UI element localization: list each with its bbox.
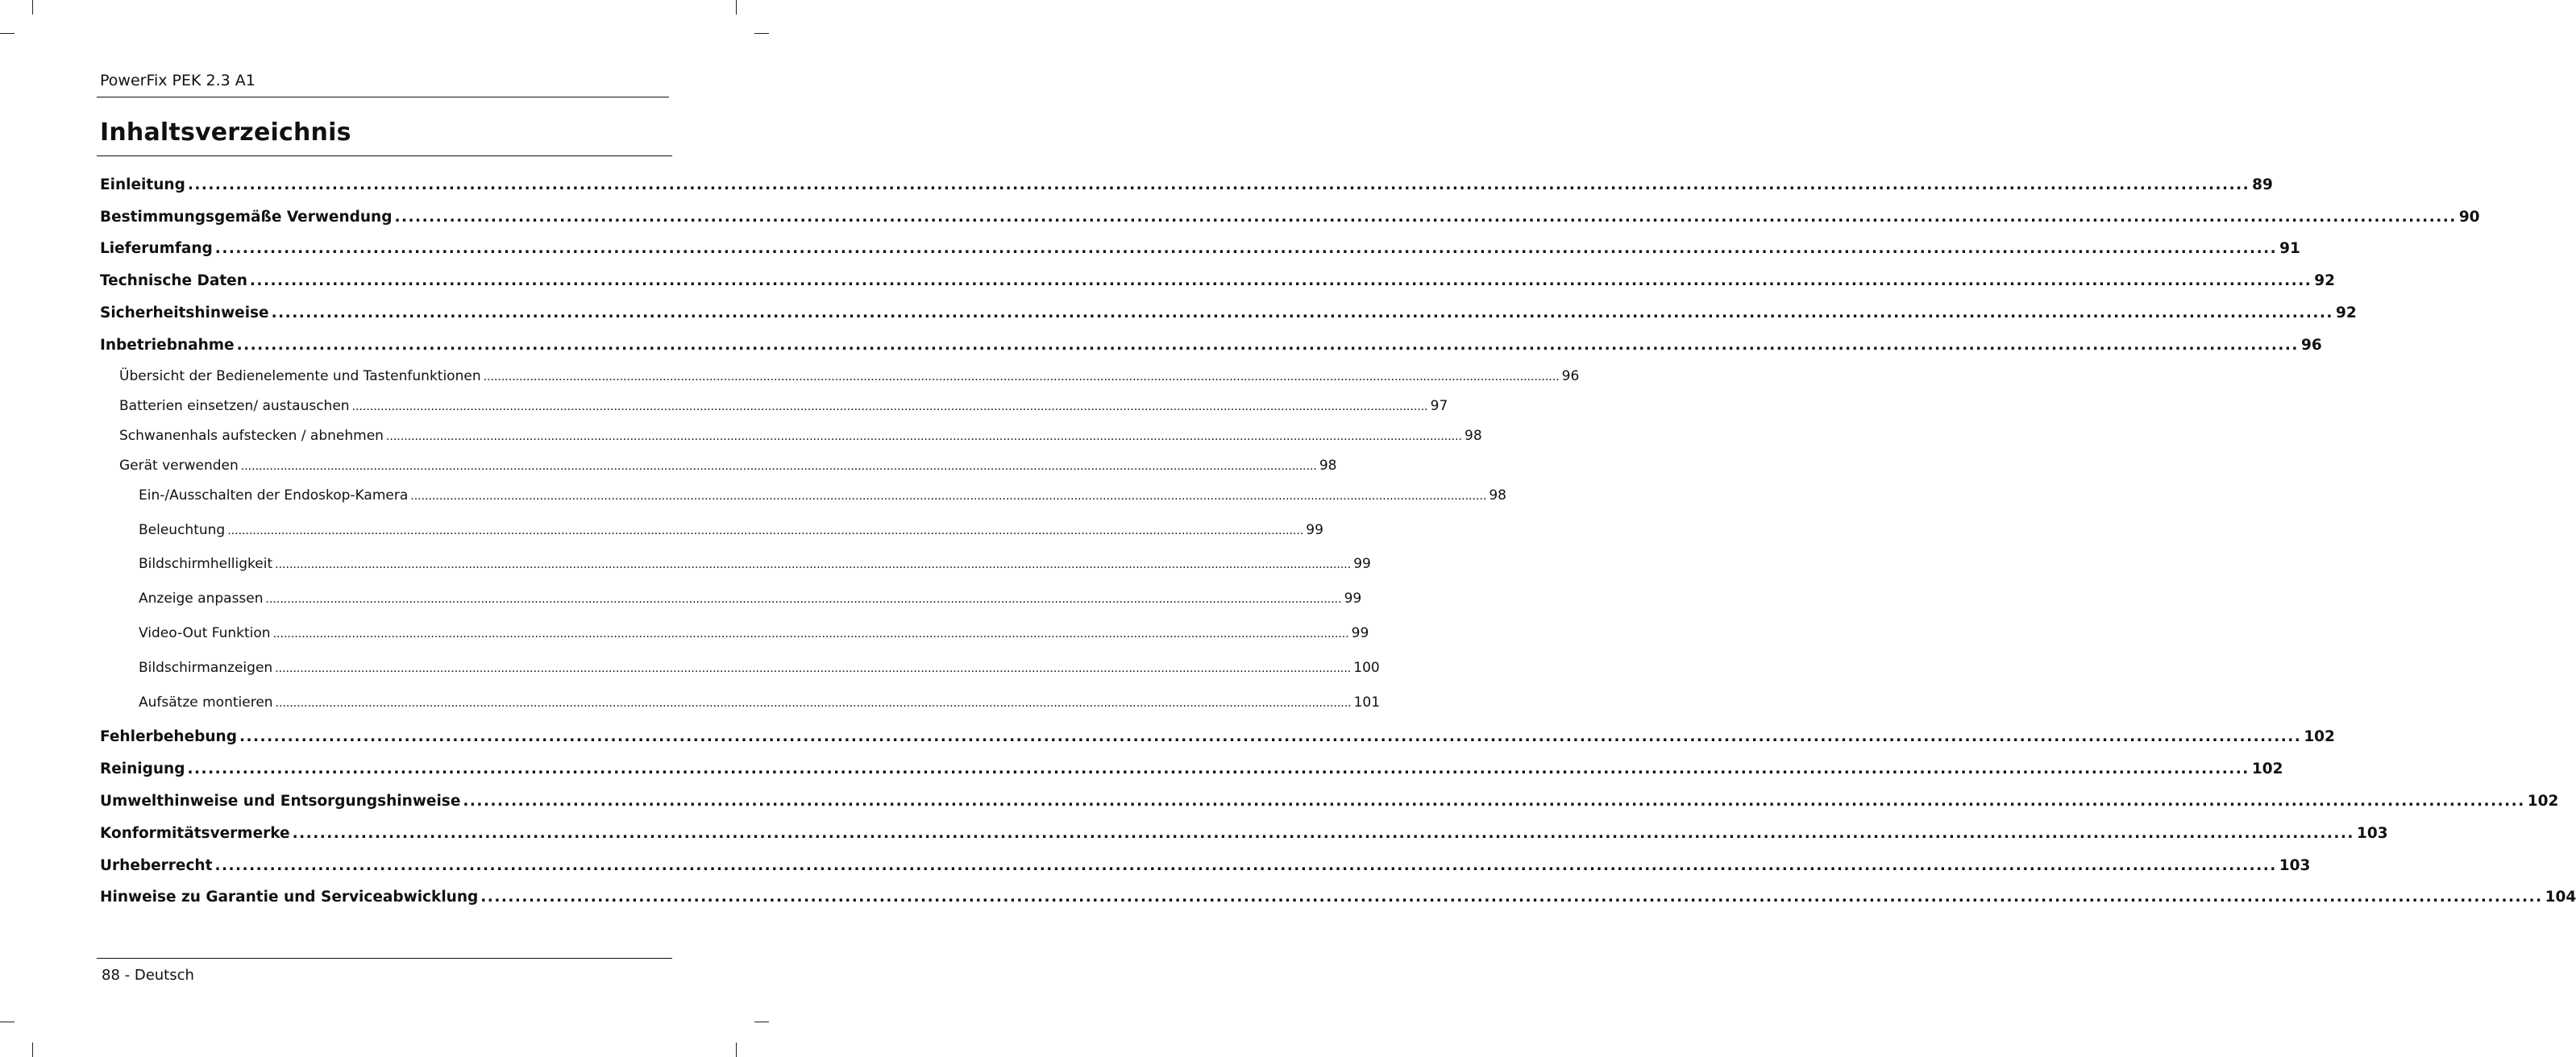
toc-subsubentry[interactable] bbox=[139, 553, 1371, 575]
toc-entry-label: Technische Daten bbox=[100, 272, 247, 289]
toc-entry-label: Aufsätze montieren bbox=[139, 694, 273, 711]
toc-subsubentry[interactable] bbox=[139, 587, 1362, 610]
toc-entry-label: Inbetriebnahme bbox=[100, 337, 235, 354]
toc-entry-page: 102 bbox=[2251, 761, 2283, 777]
toc-entry-label: Bildschirmhelligkeit bbox=[139, 556, 273, 572]
toc-entry-label: Konformitätsvermerke bbox=[100, 825, 290, 842]
toc-entry[interactable] bbox=[100, 334, 2322, 358]
toc-entry-page: 96 bbox=[1561, 368, 1580, 384]
toc-entry-label: Beleuchtung bbox=[139, 522, 226, 538]
toc-entry-page: 92 bbox=[2314, 272, 2336, 289]
toc-entry[interactable] bbox=[100, 237, 2300, 261]
toc-entry[interactable] bbox=[100, 173, 2273, 197]
crop-mark bbox=[754, 33, 769, 34]
toc-entry-page: 98 bbox=[1319, 458, 1337, 474]
toc-entry-page: 89 bbox=[2252, 176, 2273, 193]
toc-leader: ............................................................................................................................................................................................................................................................................................................ bbox=[214, 857, 2277, 874]
toc-entry[interactable] bbox=[100, 269, 2336, 293]
toc-leader: ............................................................................................................................................................................................................................................................................................................ bbox=[236, 337, 2299, 354]
toc-subsubentry[interactable] bbox=[139, 657, 1380, 679]
toc-leader: ............................................................................................................................................................................................................................................................................................................ bbox=[227, 524, 1304, 537]
crop-mark bbox=[0, 33, 15, 34]
toc-entry-label: Lieferumfang bbox=[100, 240, 213, 257]
toc-leader: ............................................................................................................................................................................................................................................................................................................ bbox=[351, 400, 1428, 413]
toc-entry[interactable] bbox=[100, 885, 2576, 910]
toc-entry[interactable] bbox=[100, 854, 2311, 878]
toc-entry-page: 102 bbox=[2527, 793, 2559, 810]
toc-subentry[interactable] bbox=[119, 395, 1448, 417]
toc-leader: ............................................................................................................................................................................................................................................................................................................ bbox=[214, 240, 2278, 257]
toc-entry-label: Bestimmungsgemäße Verwendung bbox=[100, 209, 393, 226]
toc-leader: ............................................................................................................................................................................................................................................................................................................ bbox=[271, 305, 2333, 321]
toc-leader: ............................................................................................................................................................................................................................................................................................................ bbox=[463, 793, 2525, 810]
toc-entry-label: Batterien einsetzen/ austauschen bbox=[119, 398, 350, 414]
toc-leader: ............................................................................................................................................................................................................................................................................................................ bbox=[187, 176, 2250, 193]
toc-entry[interactable] bbox=[100, 205, 2480, 230]
crop-mark bbox=[32, 0, 33, 15]
toc-subsubentry[interactable] bbox=[139, 691, 1381, 714]
toc-entry-label: Anzeige anpassen bbox=[139, 591, 264, 607]
toc-entry-page: 98 bbox=[1465, 428, 1482, 444]
toc-leader: ............................................................................................................................................................................................................................................................................................................ bbox=[410, 490, 1487, 503]
toc-entry-page: 100 bbox=[1353, 660, 1380, 676]
toc-leader: ............................................................................................................................................................................................................................................................................................................ bbox=[394, 209, 2457, 226]
toc-entry[interactable] bbox=[100, 822, 2388, 846]
toc-entry-label: Übersicht der Bedienelemente und Tastenfunktionen bbox=[119, 368, 481, 384]
toc-subsubentry[interactable] bbox=[139, 484, 1506, 507]
toc-leader: ............................................................................................................................................................................................................................................................................................................ bbox=[272, 628, 1349, 640]
toc-entry[interactable] bbox=[100, 757, 2283, 781]
toc-entry-label: Umwelthinweise und Entsorgungshinweise bbox=[100, 793, 461, 810]
toc-entry-page: 102 bbox=[2304, 728, 2335, 745]
toc-entry-page: 103 bbox=[2279, 857, 2311, 874]
toc-leader: ............................................................................................................................................................................................................................................................................................................ bbox=[187, 761, 2250, 777]
toc-leader: ............................................................................................................................................................................................................................................................................................................ bbox=[480, 889, 2543, 906]
toc-subentry[interactable] bbox=[119, 425, 1482, 447]
toc-entry-label: Bildschirmanzeigen bbox=[139, 660, 273, 676]
toc-leader: ............................................................................................................................................................................................................................................................................................................ bbox=[249, 272, 2312, 289]
toc-entry-label: Reinigung bbox=[100, 761, 185, 777]
toc-entry-label: Schwanenhals aufstecken / abnehmen bbox=[119, 428, 384, 444]
toc-entry-page: 99 bbox=[1353, 556, 1371, 572]
toc-entry-page: 101 bbox=[1353, 694, 1381, 711]
toc-entry-label: Urheberrecht bbox=[100, 857, 213, 874]
title-rule bbox=[97, 155, 672, 156]
toc-entry-label: Video-Out Funktion bbox=[139, 625, 271, 641]
toc-subentry[interactable] bbox=[119, 454, 1337, 477]
toc-entry-page: 99 bbox=[1306, 522, 1323, 538]
toc-entry-page: 104 bbox=[2545, 889, 2576, 906]
toc-leader: ............................................................................................................................................................................................................................................................................................................ bbox=[240, 460, 1317, 473]
page-title: Inhaltsverzeichnis bbox=[100, 118, 351, 147]
toc-entry-label: Ein-/Ausschalten der Endoskop-Kamera bbox=[139, 487, 409, 504]
toc-entry-page: 99 bbox=[1344, 591, 1362, 607]
toc-leader: ............................................................................................................................................................................................................................................................................................................ bbox=[265, 593, 1342, 606]
toc-leader: ............................................................................................................................................................................................................................................................................................................ bbox=[483, 371, 1560, 383]
toc-entry-page: 90 bbox=[2458, 209, 2480, 226]
toc-leader: ............................................................................................................................................................................................................................................................................................................ bbox=[385, 430, 1463, 443]
footer-rule bbox=[97, 958, 672, 959]
toc-entry-label: Einleitung bbox=[100, 176, 185, 193]
toc-subentry[interactable] bbox=[119, 365, 1580, 388]
toc-entry-label: Hinweise zu Garantie und Serviceabwicklung bbox=[100, 889, 479, 906]
toc-leader: ............................................................................................................................................................................................................................................................................................................ bbox=[239, 728, 2302, 745]
crop-mark bbox=[32, 1042, 33, 1057]
page-number: 88 - Deutsch bbox=[102, 967, 194, 984]
toc-subsubentry[interactable] bbox=[139, 622, 1369, 645]
toc-entry-page: 92 bbox=[2335, 305, 2357, 321]
toc-entry[interactable] bbox=[100, 790, 2559, 814]
toc-entry-label: Fehlerbehebung bbox=[100, 728, 237, 745]
toc-entry-page: 98 bbox=[1489, 487, 1506, 504]
toc-entry[interactable] bbox=[100, 301, 2357, 325]
toc-entry-page: 103 bbox=[2356, 825, 2388, 842]
toc-leader: ............................................................................................................................................................................................................................................................................................................ bbox=[275, 662, 1352, 675]
toc-leader: ............................................................................................................................................................................................................................................................................................................ bbox=[275, 558, 1352, 571]
toc-subsubentry[interactable] bbox=[139, 519, 1323, 541]
toc-entry-page: 91 bbox=[2279, 240, 2300, 257]
crop-mark bbox=[736, 1042, 737, 1057]
toc-leader: ............................................................................................................................................................................................................................................................................................................ bbox=[275, 697, 1352, 710]
running-header: PowerFix PEK 2.3 A1 bbox=[100, 72, 256, 89]
toc-entry-page: 97 bbox=[1430, 398, 1448, 414]
toc-entry-page: 99 bbox=[1351, 625, 1369, 641]
toc-leader: ............................................................................................................................................................................................................................................................................................................ bbox=[292, 825, 2354, 842]
toc-entry[interactable] bbox=[100, 725, 2335, 749]
toc-entry-label: Sicherheitshinweise bbox=[100, 305, 269, 321]
toc-entry-label: Gerät verwenden bbox=[119, 458, 239, 474]
crop-mark bbox=[736, 0, 737, 15]
toc-entry-page: 96 bbox=[2300, 337, 2322, 354]
